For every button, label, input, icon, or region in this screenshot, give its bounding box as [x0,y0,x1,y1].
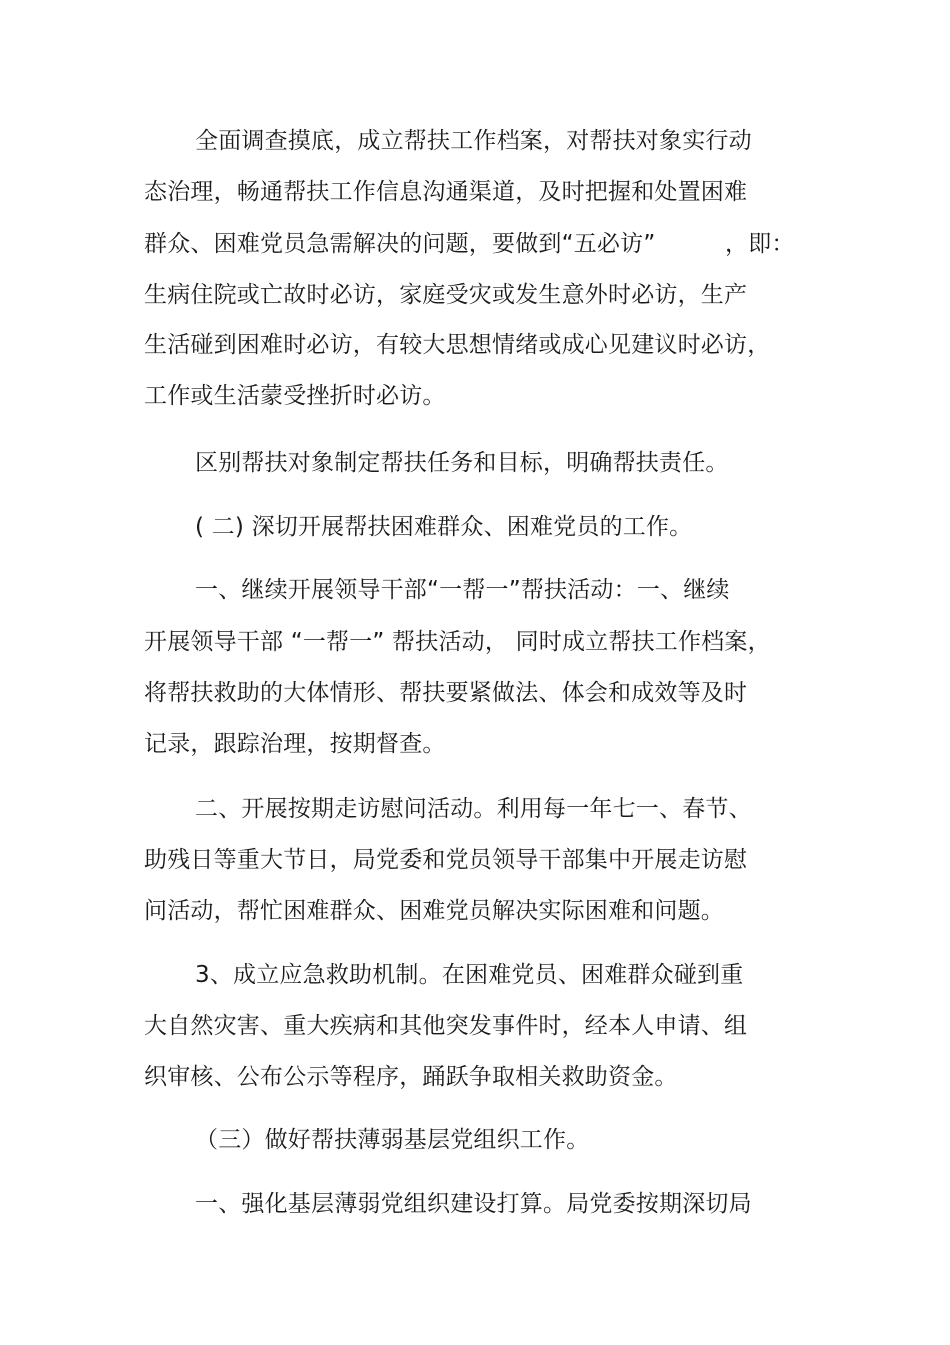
text-line: 开展领导干部 “一帮一” 帮扶活动， 同时成立帮扶工作档案， [144,629,771,655]
text-line: 将帮扶救助的大体情形、帮扶要紧做法、体会和成效等及时 [144,680,748,706]
text-line: 记录，跟踪治理，按期督查。 [144,731,446,757]
text-line: 群众、困难党员急需解决的问题，要做到“五必访” ，即： [144,231,795,257]
text-line: 态治理，畅通帮扶工作信息沟通渠道，及时把握和处置困难 [144,179,748,205]
text-line: 生病住院或亡故时必访，家庭受灾或发生意外时必访，生产 [144,282,748,308]
text-line: 区别帮扶对象制定帮扶任务和目标，明确帮扶责任。 [195,450,729,476]
text-line: 3、成立应急救助机制。在困难党员、困难群众碰到重 [195,962,744,988]
text-line: 二、开展按期走访慰问活动。利用每一年七一、春节、 [195,796,752,822]
text-line: 工作或生活蒙受挫折时必访。 [144,383,446,409]
section-heading: ( 二) 深切开展帮扶困难群众、困难党员的工作。 [195,514,693,540]
text-line: 一、继续开展领导干部“一帮一”帮扶活动：一、继续 [195,577,730,603]
text-line: 问活动，帮忙困难群众、困难党员解决实际困难和问题。 [144,898,724,924]
text-line: 生活碰到困难时必访，有较大思想情绪或成心见建议时必访， [144,332,771,358]
text-line: 织审核、公布公示等程序，踊跃争取相关救助资金。 [144,1064,678,1090]
text-line: 助残日等重大节日，局党委和党员领导干部集中开展走访慰 [144,847,748,873]
section-heading: （三）做好帮扶薄弱基层党组织工作。 [195,1127,590,1153]
text-line: 一、强化基层薄弱党组织建设打算。局党委按期深切局 [195,1191,752,1217]
text-line: 大自然灾害、重大疾病和其他突发事件时，经本人申请、组 [144,1013,748,1039]
text-line: 全面调查摸底，成立帮扶工作档案，对帮扶对象实行动 [195,128,752,154]
